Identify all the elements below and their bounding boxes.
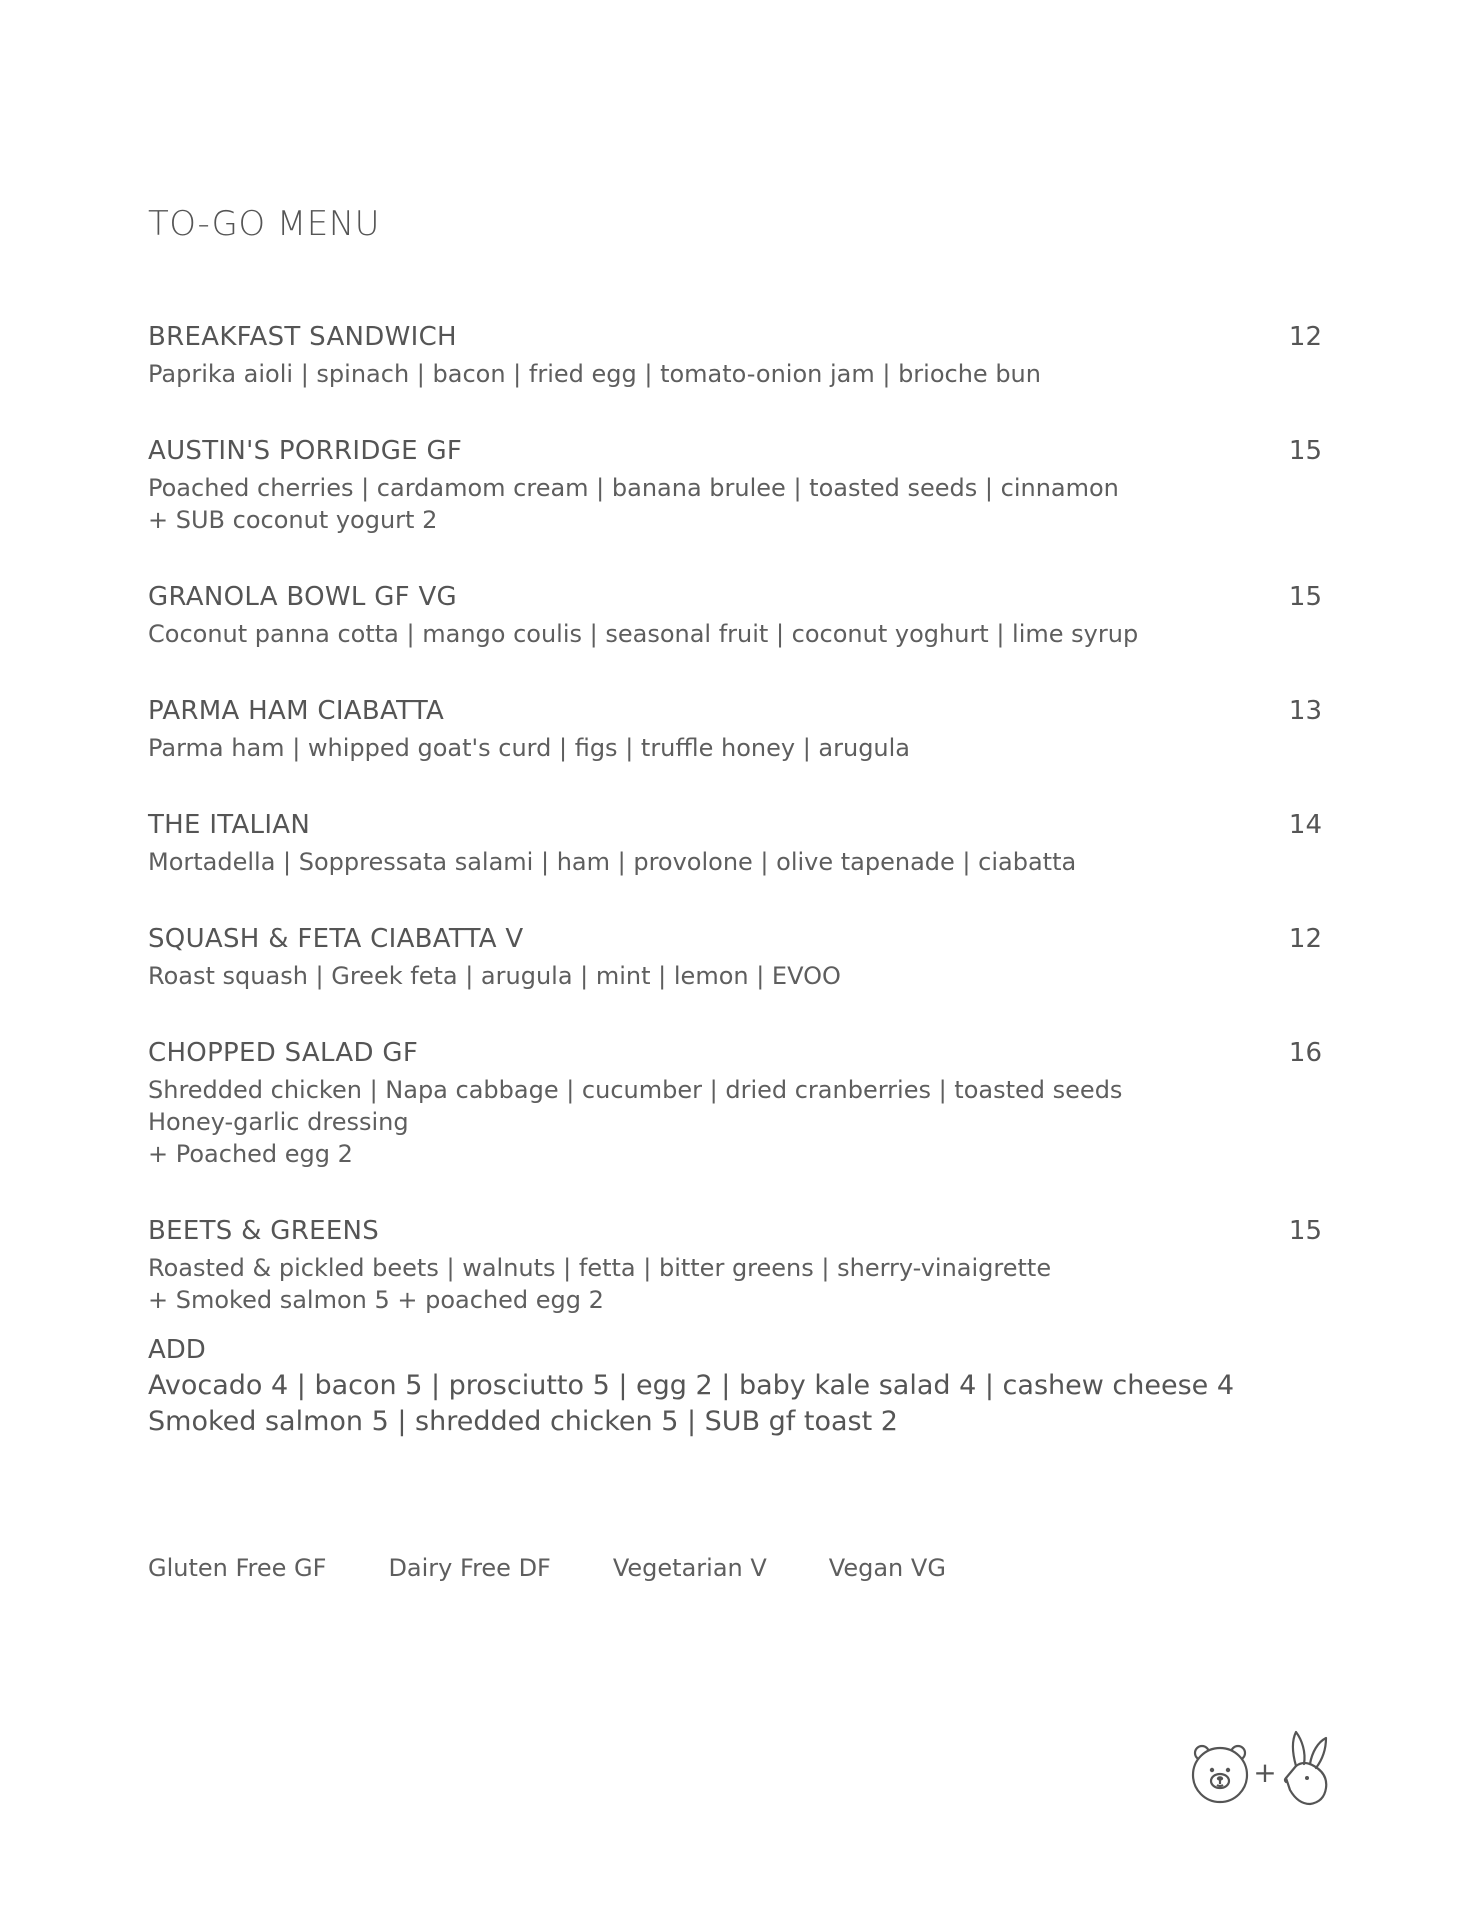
menu-item-description: Mortadella | Soppressata salami | ham | provolone | olive tapenade | ciabatta (148, 848, 1077, 876)
add-line: Avocado 4 | bacon 5 | prosciutto 5 | egg 2 | baby kale salad 4 | cashew cheese 4 (148, 1370, 1235, 1401)
menu-item-header (148, 1038, 1340, 1074)
menu-item-name: CHOPPED SALAD GF (148, 1038, 419, 1068)
menu-item (148, 436, 1340, 536)
menu-item-name: THE ITALIAN (148, 810, 311, 840)
bunny-icon (1285, 1732, 1326, 1804)
menu-item-price: 15 (1288, 436, 1322, 466)
menu-item-price: 12 (1288, 924, 1322, 954)
menu-item (148, 924, 1340, 992)
menu-item (148, 582, 1340, 650)
menu-item-price: 16 (1288, 1038, 1322, 1068)
menu-item-header (148, 322, 1340, 358)
add-line: Smoked salmon 5 | shredded chicken 5 | SUB gf toast 2 (148, 1406, 898, 1437)
menu-item-description: Paprika aioli | spinach | bacon | fried egg | tomato-onion jam | brioche bun (148, 360, 1041, 388)
menu-item-header (148, 436, 1340, 472)
legend-item-vegetarian: Vegetarian V (612, 1554, 767, 1582)
menu-item-name: AUSTIN'S PORRIDGE GF (148, 436, 463, 466)
menu-page (148, 0, 1340, 1920)
menu-item-name: PARMA HAM CIABATTA (148, 696, 445, 726)
menu-item-description: + Poached egg 2 (148, 1140, 353, 1168)
menu-item-description: Shredded chicken | Napa cabbage | cucumber | dried cranberries | toasted seeds (148, 1076, 1123, 1104)
add-title: ADD (148, 1335, 206, 1365)
legend-item-vegan: Vegan VG (828, 1554, 946, 1582)
menu-item-description: Roast squash | Greek feta | arugula | mint | lemon | EVOO (148, 962, 841, 990)
menu-item (148, 322, 1340, 390)
menu-item-price: 12 (1288, 322, 1322, 352)
add-section (148, 1332, 1234, 1440)
menu-item-price: 14 (1288, 810, 1322, 840)
menu-item (148, 810, 1340, 878)
logo-graphic (1190, 1730, 1340, 1810)
menu-item-price: 15 (1288, 1216, 1322, 1246)
menu-item (148, 1038, 1340, 1170)
menu-item-name: BREAKFAST SANDWICH (148, 322, 457, 352)
menu-item-description: + SUB coconut yogurt 2 (148, 506, 438, 534)
menu-item-header (148, 696, 1340, 732)
legend-item-dairy-free: Dairy Free DF (388, 1554, 551, 1582)
menu-item-name: BEETS & GREENS (148, 1216, 380, 1246)
menu-item-price: 15 (1288, 582, 1322, 612)
menu-item-description: Poached cherries | cardamom cream | banana brulee | toasted seeds | cinnamon (148, 474, 1119, 502)
legend-item-gluten-free: Gluten Free GF (148, 1554, 327, 1582)
bear-icon (1193, 1746, 1247, 1802)
menu-item-price: 13 (1288, 696, 1322, 726)
menu-item-description: Coconut panna cotta | mango coulis | seasonal fruit | coconut yoghurt | lime syrup (148, 620, 1139, 648)
menu-item (148, 1216, 1340, 1316)
menu-item-description: + Smoked salmon 5 + poached egg 2 (148, 1286, 604, 1314)
menu-item-description: Honey-garlic dressing (148, 1108, 409, 1136)
menu-items (148, 322, 1340, 1316)
menu-item-description: Parma ham | whipped goat's curd | figs | truffle honey | arugula (148, 734, 911, 762)
menu-item-description: Roasted & pickled beets | walnuts | fetta | bitter greens | sherry-vinaigrette (148, 1254, 1052, 1282)
menu-item-name: GRANOLA BOWL GF VG (148, 582, 457, 612)
page-title: TO-GO MENU (148, 204, 381, 244)
menu-item-header (148, 810, 1340, 846)
logo-plus: + (1253, 1756, 1277, 1789)
menu-item (148, 696, 1340, 764)
menu-item-header (148, 924, 1340, 960)
menu-item-header (148, 1216, 1340, 1252)
menu-item-header (148, 582, 1340, 618)
menu-item-name: SQUASH & FETA CIABATTA V (148, 924, 524, 954)
dietary-legend (148, 1554, 946, 1582)
logo (1190, 1730, 1340, 1810)
